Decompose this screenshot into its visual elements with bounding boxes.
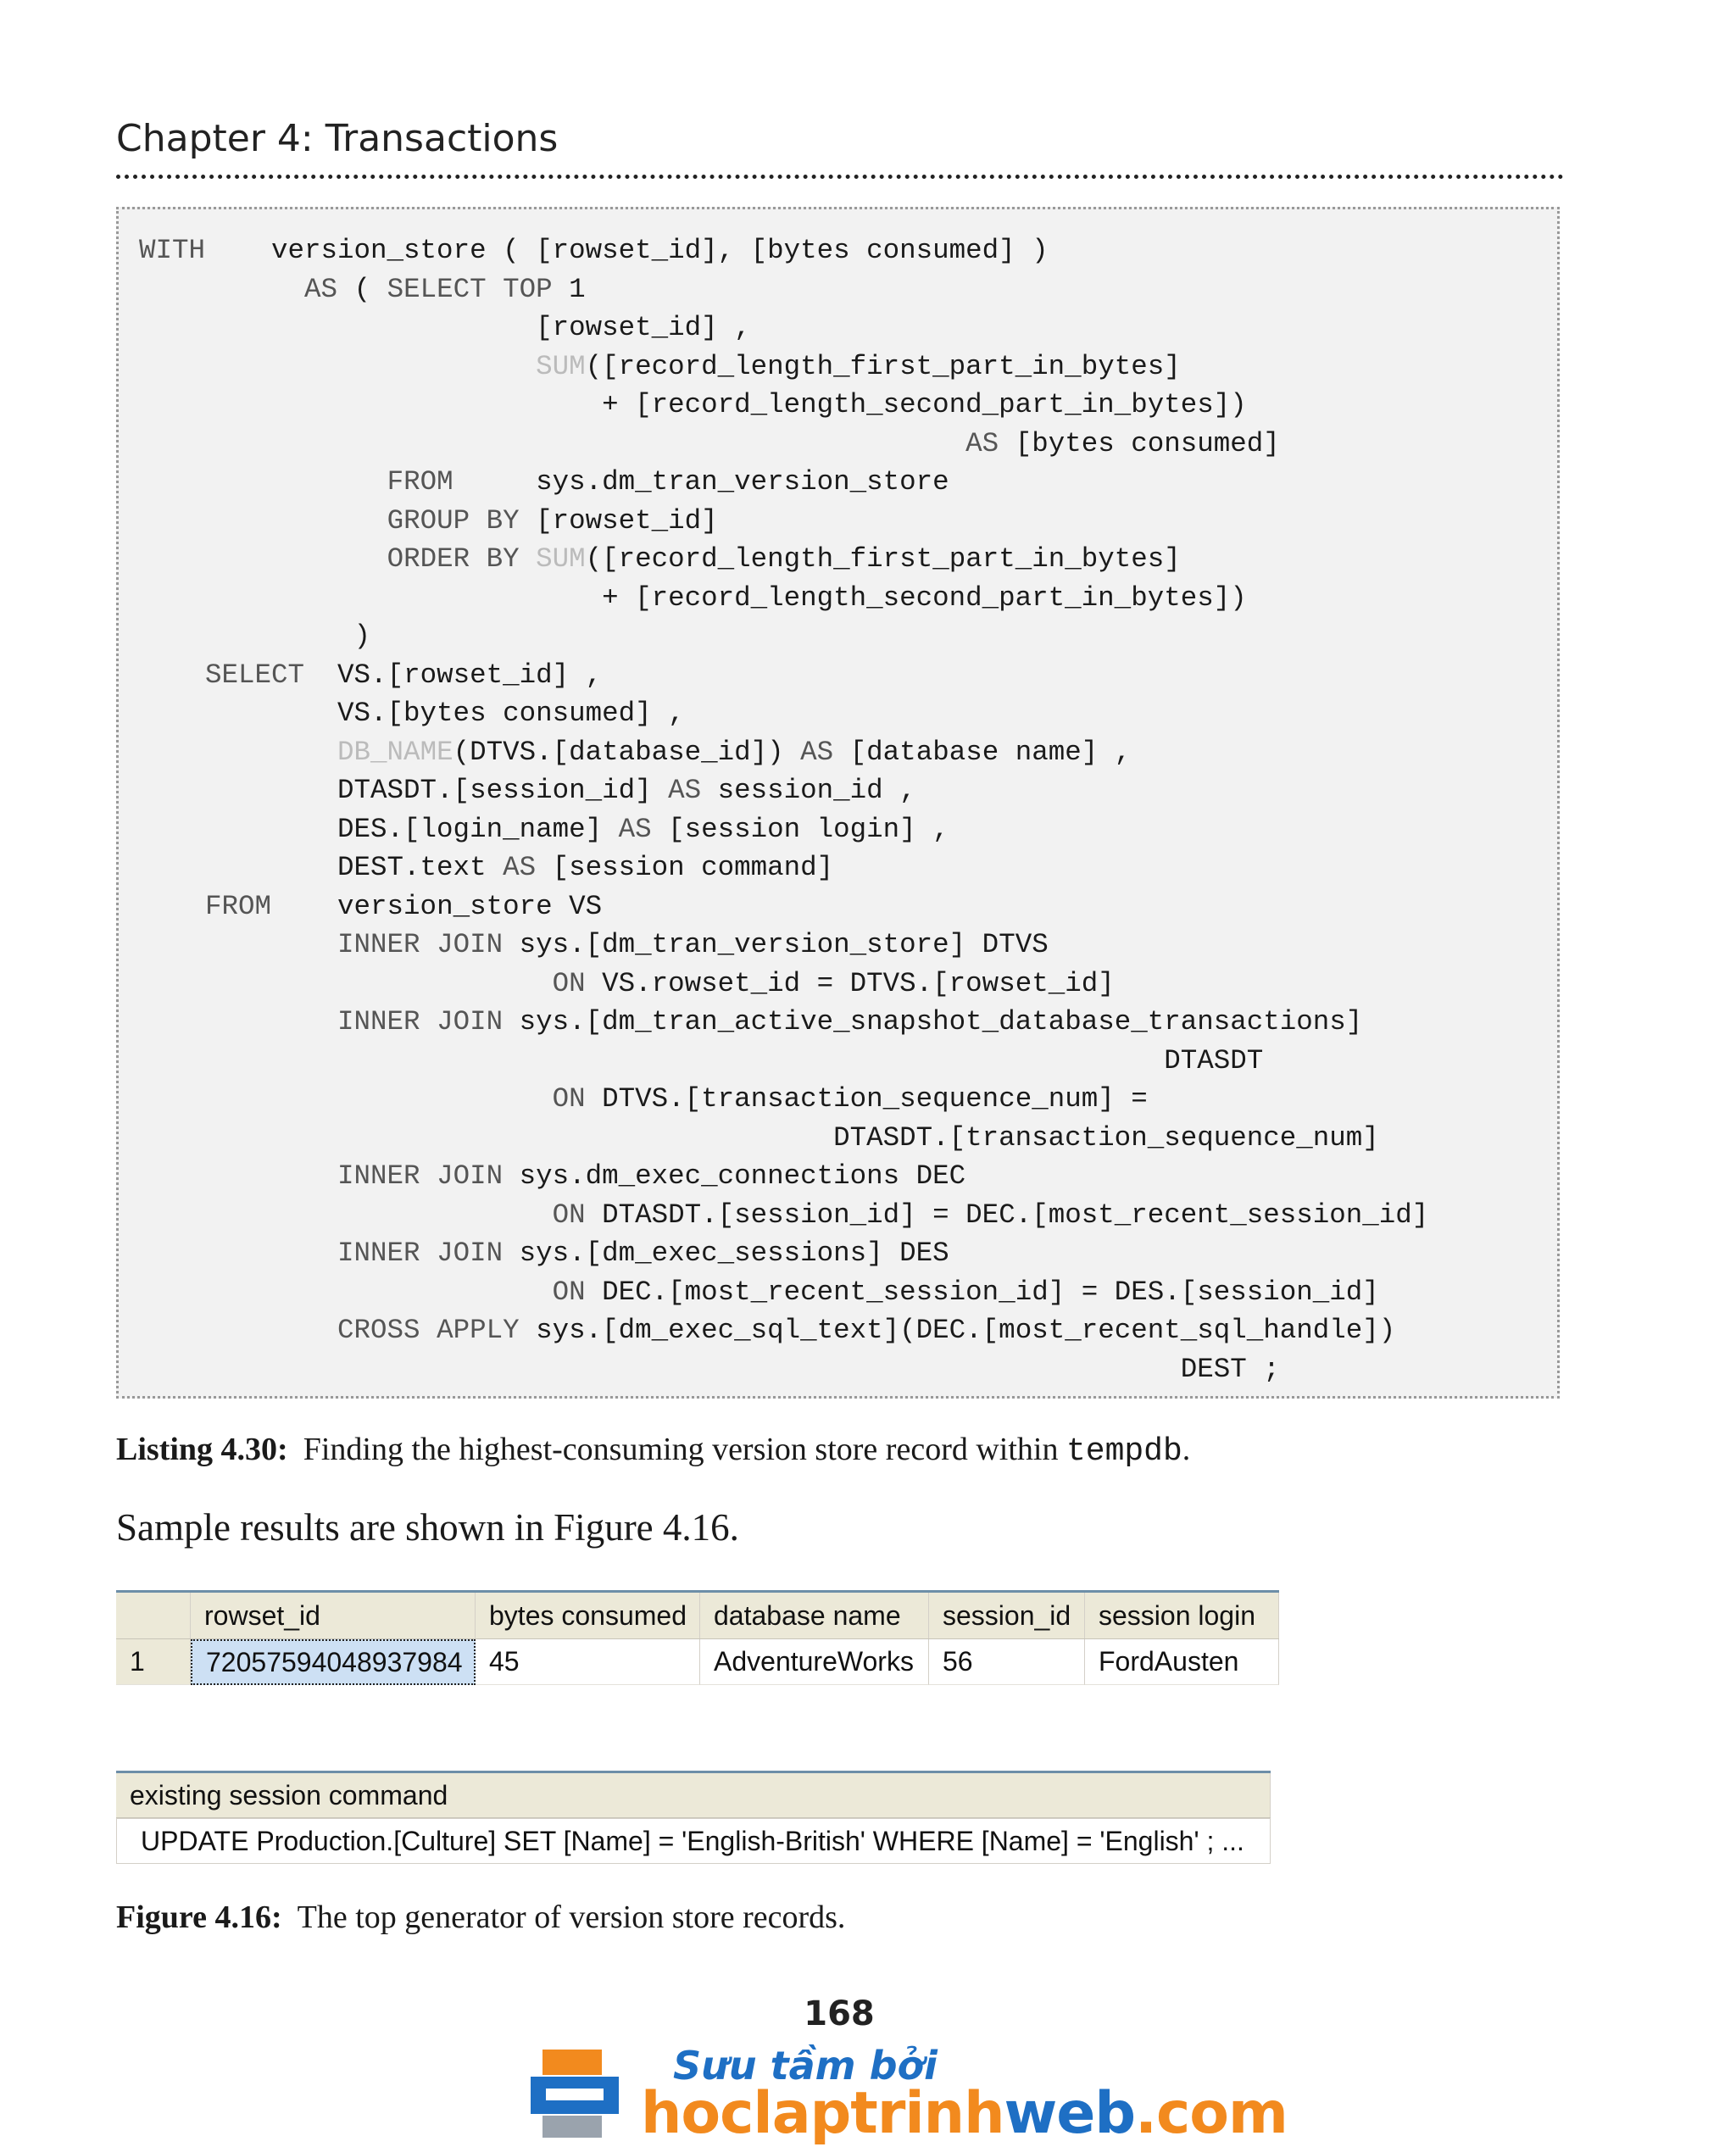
table-row[interactable] — [116, 1818, 1271, 1864]
watermark-site-a: hoclaptrinh — [641, 2080, 1004, 2147]
code-line: INNER JOIN sys.[dm_tran_active_snapshot_database_transactions] — [337, 1006, 1363, 1037]
code-line: + [record_length_second_part_in_bytes]) — [139, 389, 1247, 420]
column-header-bytes-consumed[interactable]: bytes consumed — [476, 1593, 700, 1638]
page-number: 168 — [804, 1994, 875, 2033]
code-line: AS [bytes consumed] — [965, 427, 1280, 459]
watermark-logo — [531, 2043, 1288, 2147]
column-header-rowset-id[interactable]: rowset_id — [191, 1593, 476, 1638]
code-line: ON DTVS.[transaction_sequence_num] = — [552, 1083, 1148, 1115]
row-number-header[interactable] — [116, 1593, 191, 1638]
code-line: DEST.text AS [session command] — [139, 852, 834, 883]
code-listing-box — [116, 207, 1560, 1399]
code-line: INNER JOIN sys.[dm_exec_sessions] DES — [337, 1238, 949, 1269]
sql-code-block — [139, 231, 1428, 1388]
code-line: DB_NAME(DTVS.[database_id]) AS [database name] , — [337, 736, 1132, 768]
code-line: WITH version_store ( [rowset_id], [bytes consumed] ) — [139, 235, 1049, 266]
results-grid — [116, 1590, 1279, 1685]
watermark-tagline: Sưu tầm bởi — [673, 2043, 938, 2089]
code-line: SELECT VS.[rowset_id] , — [205, 659, 603, 691]
figure-caption-label: Figure 4.16: — [116, 1899, 282, 1935]
code-line: INNER JOIN sys.dm_exec_connections DEC — [337, 1160, 966, 1192]
column-header-session-login[interactable]: session login — [1085, 1593, 1279, 1638]
column-header-database-name[interactable]: database name — [700, 1593, 929, 1638]
watermark-site-c: .com — [1135, 2080, 1288, 2147]
listing-caption-code: tempdb — [1066, 1433, 1182, 1470]
code-line: DTASDT.[transaction_sequence_num] — [139, 1121, 1379, 1154]
code-line: FROM sys.dm_tran_version_store — [387, 466, 949, 498]
listing-caption-end: . — [1182, 1432, 1191, 1467]
code-line: GROUP BY [rowset_id] — [387, 504, 718, 537]
code-line: AS ( SELECT TOP 1 — [304, 273, 586, 305]
cell-session-id[interactable]: 56 — [929, 1639, 1085, 1685]
code-line: ON DEC.[most_recent_session_id] = DES.[session_id] — [552, 1276, 1379, 1308]
cell-session-login[interactable]: FordAusten — [1085, 1639, 1279, 1685]
listing-caption — [116, 1431, 1190, 1470]
watermark-site — [641, 2080, 1288, 2147]
code-line: DEST ; — [139, 1353, 1280, 1385]
chapter-divider — [116, 175, 1564, 179]
body-paragraph: Sample results are shown in Figure 4.16. — [116, 1506, 739, 1549]
code-line: + [record_length_second_part_in_bytes]) — [139, 581, 1247, 614]
cell-session-command[interactable]: UPDATE Production.[Culture] SET [Name] = 'English-British' WHERE [Name] = 'English' ; ... — [116, 1818, 1271, 1864]
column-header-session-id[interactable]: session_id — [929, 1593, 1085, 1638]
chapter-title: Chapter 4: Transactions — [116, 117, 559, 160]
code-line: SUM([record_length_first_part_in_bytes] — [536, 350, 1181, 382]
code-line: FROM version_store VS — [205, 890, 603, 922]
figure-caption-text: The top generator of version store records. — [297, 1899, 846, 1935]
cell-rowset-id[interactable]: 72057594048937984 — [191, 1639, 476, 1685]
command-grid-header — [116, 1771, 1271, 1818]
code-line: CROSS APPLY sys.[dm_exec_sql_text](DEC.[most_recent_sql_handle]) — [337, 1315, 1396, 1346]
code-line: DTASDT — [139, 1044, 1264, 1076]
row-number-cell[interactable]: 1 — [116, 1639, 191, 1685]
command-grid — [116, 1771, 1271, 1864]
code-line: ON VS.rowset_id = DTVS.[rowset_id] — [552, 967, 1115, 999]
code-line: DES.[login_name] AS [session login] , — [139, 813, 949, 845]
code-line: [rowset_id] , — [139, 312, 751, 343]
figure-caption — [116, 1899, 845, 1936]
code-line: ORDER BY SUM([record_length_first_part_in_bytes] — [387, 543, 1181, 575]
watermark-site-b: web — [1004, 2080, 1136, 2147]
table-row[interactable] — [116, 1639, 1279, 1685]
printer-logo-icon — [531, 2046, 626, 2141]
column-header-session-command[interactable]: existing session command — [116, 1773, 1271, 1817]
listing-caption-label: Listing 4.30: — [116, 1432, 288, 1467]
results-grid-header — [116, 1590, 1279, 1639]
code-line: INNER JOIN sys.[dm_tran_version_store] DTVS — [337, 929, 1049, 960]
code-line: DTASDT.[session_id] AS session_id , — [139, 775, 916, 806]
listing-caption-text: Finding the highest-consuming version store record within — [303, 1432, 1066, 1467]
code-line: VS.[bytes consumed] , — [139, 698, 685, 729]
code-line: ) — [139, 620, 371, 652]
cell-bytes-consumed[interactable]: 45 — [476, 1639, 700, 1685]
code-line: ON DTASDT.[session_id] = DEC.[most_recent_session_id] — [552, 1199, 1429, 1231]
cell-database-name[interactable]: AdventureWorks — [700, 1639, 929, 1685]
